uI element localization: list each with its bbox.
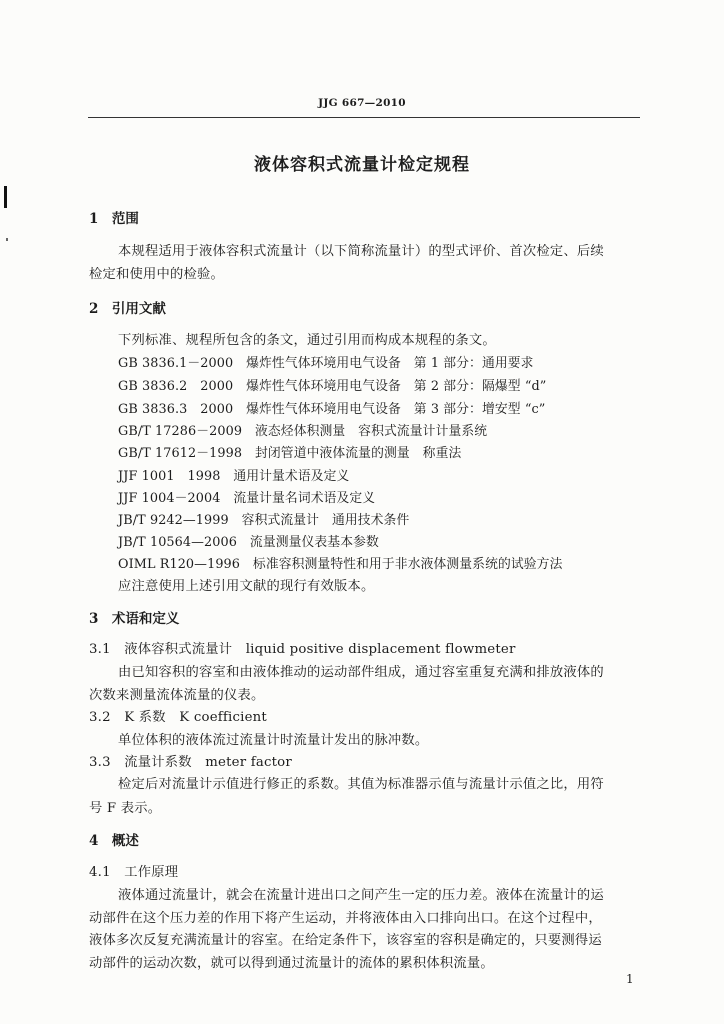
reference-item: GB 3836.2 2000 爆炸性气体环境用电气设备 第 2 部分：隔爆型 “d” [118, 379, 547, 394]
document-title: 液体容积式流量计检定规程 [254, 155, 470, 175]
section-4-heading: 4 概述 [89, 833, 139, 849]
clause-4-1-line-2: 动部件在这个压力差的作用下将产生运动，并将液体由入口排向出口。在这个过程中， [89, 911, 602, 926]
reference-item: JB/T 9242—1999 容积式流量计 通用技术条件 [118, 513, 410, 528]
header-rule [88, 117, 640, 118]
clause-3-3-title: 3.3 流量计系数 meter factor [89, 755, 292, 770]
clause-3-3-line-1: 检定后对流量计示值进行修正的系数。其值为标准器示值与流量计示值之比，用符 [118, 777, 604, 792]
reference-item: JB/T 10564—2006 流量测量仪表基本参数 [118, 535, 379, 550]
reference-item: GB/T 17286－2009 液态烃体积测量 容积式流量计计量系统 [118, 424, 488, 439]
reference-item: GB 3836.3 2000 爆炸性气体环境用电气设备 第 3 部分：增安型 “c” [118, 402, 546, 417]
reference-item: GB/T 17612－1998 封闭管道中液体流量的测量 称重法 [118, 446, 462, 461]
clause-3-1-line-2: 次数来测量流体流量的仪表。 [89, 688, 265, 703]
reference-item: JJF 1004－2004 流量计量名词术语及定义 [118, 491, 376, 506]
section-1-heading: 1 范围 [89, 211, 139, 227]
section-2-heading: 2 引用文献 [89, 301, 166, 317]
section-3-heading: 3 术语和定义 [89, 611, 180, 627]
clause-3-2-title: 3.2 K 系数 K coefficient [89, 710, 267, 725]
section-1-text-line-2: 检定和使用中的检验。 [89, 267, 224, 282]
clause-4-1-line-4: 动部件的运动次数，就可以得到通过流量计的流体的累积体积流量。 [89, 956, 494, 971]
clause-3-1-title: 3.1 液体容积式流量计 liquid positive displacement flowmeter [89, 642, 516, 657]
reference-item: GB 3836.1－2000 爆炸性气体环境用电气设备 第 1 部分：通用要求 [118, 356, 534, 371]
reference-item: OIML R120—1996 标准容积测量特性和用于非水液体测量系统的试验方法 [118, 557, 563, 572]
section-1-text-line-1: 本规程适用于液体容积式流量计（以下简称流量计）的型式评价、首次检定、后续 [118, 244, 604, 259]
running-header: JJG 667—2010 [318, 97, 406, 109]
page-number: 1 [626, 972, 634, 986]
section-2-intro: 下列标准、规程所包含的条文，通过引用而构成本规程的条文。 [118, 333, 496, 348]
scan-margin-mark [4, 186, 7, 208]
clause-3-2-line-1: 单位体积的液体流过流量计时流量计发出的脉冲数。 [118, 733, 429, 748]
clause-3-3-line-2: 号 F 表示。 [89, 801, 162, 816]
clause-3-1-line-1: 由已知容积的容室和由液体推动的运动部件组成，通过容室重复充满和排放液体的 [118, 665, 604, 680]
reference-item: JJF 1001 1998 通用计量术语及定义 [118, 469, 350, 484]
section-2-footer: 应注意使用上述引用文献的现行有效版本。 [118, 579, 375, 594]
clause-4-1-line-3: 液体多次反复充满流量计的容室。在给定条件下，该容室的容积是确定的，只要测得运 [89, 933, 602, 948]
clause-4-1-line-1: 液体通过流量计，就会在流量计进出口之间产生一定的压力差。液体在流量计的运 [118, 888, 604, 903]
clause-4-1-title: 4.1 工作原理 [89, 865, 179, 880]
scan-margin-dot [6, 238, 8, 241]
